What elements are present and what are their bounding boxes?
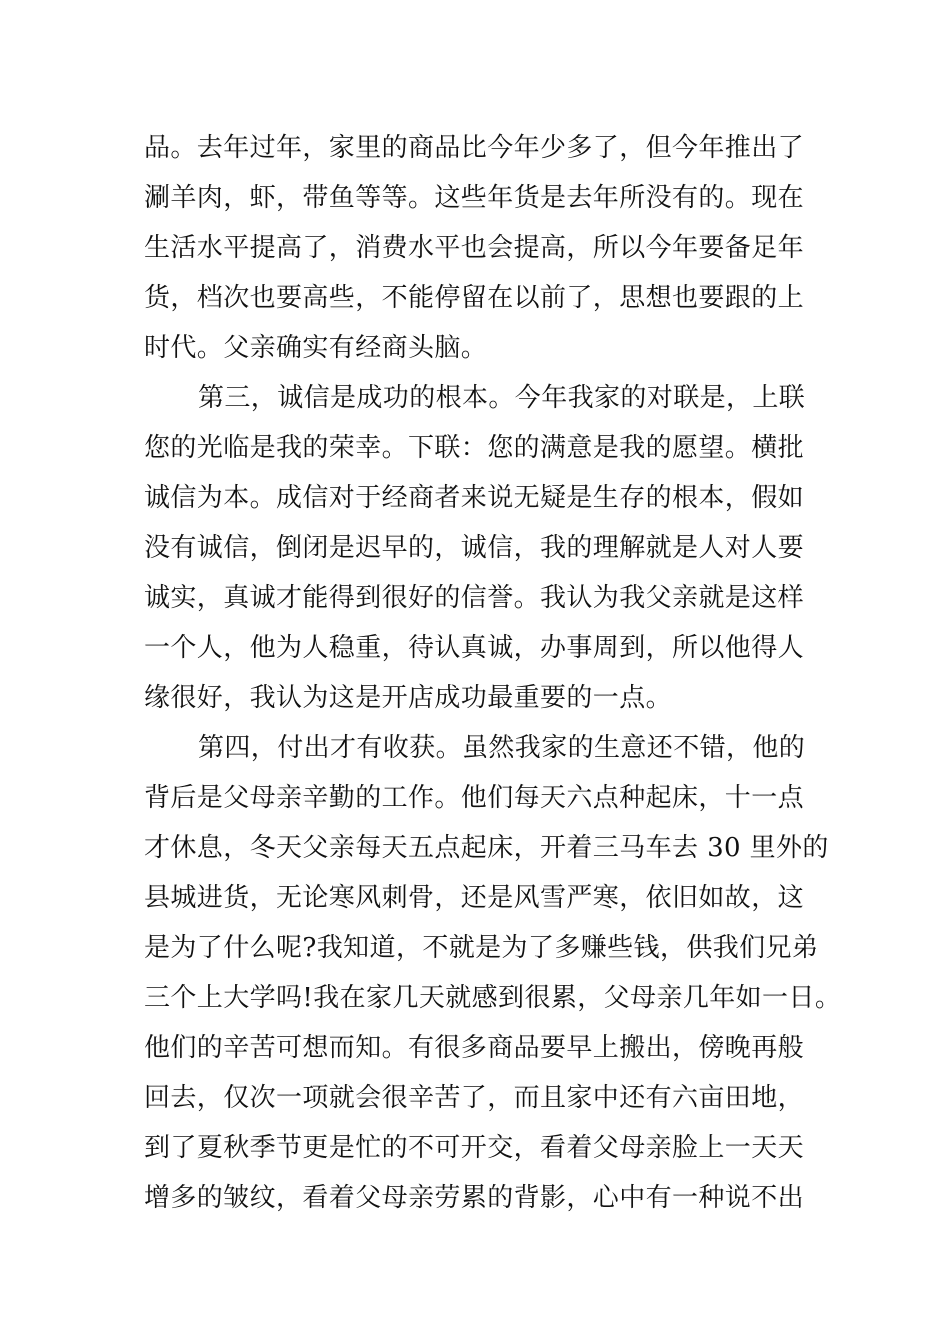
- text-line: 一个人，他为人稳重，待认真诚，办事周到，所以他得人: [144, 633, 805, 663]
- text-line: 县城进货，无论寒风刺骨，还是风雪严寒，依旧如故，这: [144, 883, 805, 913]
- text-line: 到了夏秋季节更是忙的不可开交，看着父母亲脸上一天天: [144, 1133, 805, 1163]
- paragraph-start-line: 第三，诚信是成功的根本。今年我家的对联是，上联: [198, 383, 806, 413]
- text-line: 品。去年过年，家里的商品比今年少多了，但今年推出了: [144, 133, 805, 163]
- text-line: 诚信为本。成信对于经商者来说无疑是生存的根本，假如: [144, 483, 805, 513]
- text-line: 增多的皱纹，看着父母亲劳累的背影，心中有一种说不出: [144, 1183, 805, 1213]
- text-line: 缘很好，我认为这是开店成功最重要的一点。: [144, 683, 673, 713]
- text-line: 涮羊肉，虾，带鱼等等。这些年货是去年所没有的。现在: [144, 183, 805, 213]
- text-line: 是为了什么呢?我知道，不就是为了多赚些钱，供我们兄弟: [144, 933, 819, 963]
- text-line: 回去，仅次一项就会很辛苦了，而且家中还有六亩田地，: [144, 1083, 805, 1113]
- paragraph-start-line: 第四，付出才有收获。虽然我家的生意还不错，他的: [198, 733, 806, 763]
- text-line: 他们的辛苦可想而知。有很多商品要早上搬出，傍晚再般: [144, 1033, 805, 1063]
- text-line: 货，档次也要高些，不能停留在以前了，思想也要跟的上: [144, 283, 805, 313]
- text-line: 您的光临是我的荣幸。下联：您的满意是我的愿望。横批: [144, 433, 805, 463]
- text-line: 生活水平提高了，消费水平也会提高，所以今年要备足年: [144, 233, 805, 263]
- text-line: 背后是父母亲辛勤的工作。他们每天六点种起床，十一点: [144, 783, 805, 813]
- text-line: 时代。父亲确实有经商头脑。: [144, 333, 488, 363]
- text-line: 没有诚信，倒闭是迟早的，诚信，我的理解就是人对人要: [144, 533, 805, 563]
- text-line: 三个上大学吗!我在家几天就感到很累，父母亲几年如一日。: [144, 983, 842, 1013]
- text-line: 诚实，真诚才能得到很好的信誉。我认为我父亲就是这样: [144, 583, 805, 613]
- text-line: 才休息，冬天父亲每天五点起床，开着三马车去 30 里外的: [144, 833, 829, 863]
